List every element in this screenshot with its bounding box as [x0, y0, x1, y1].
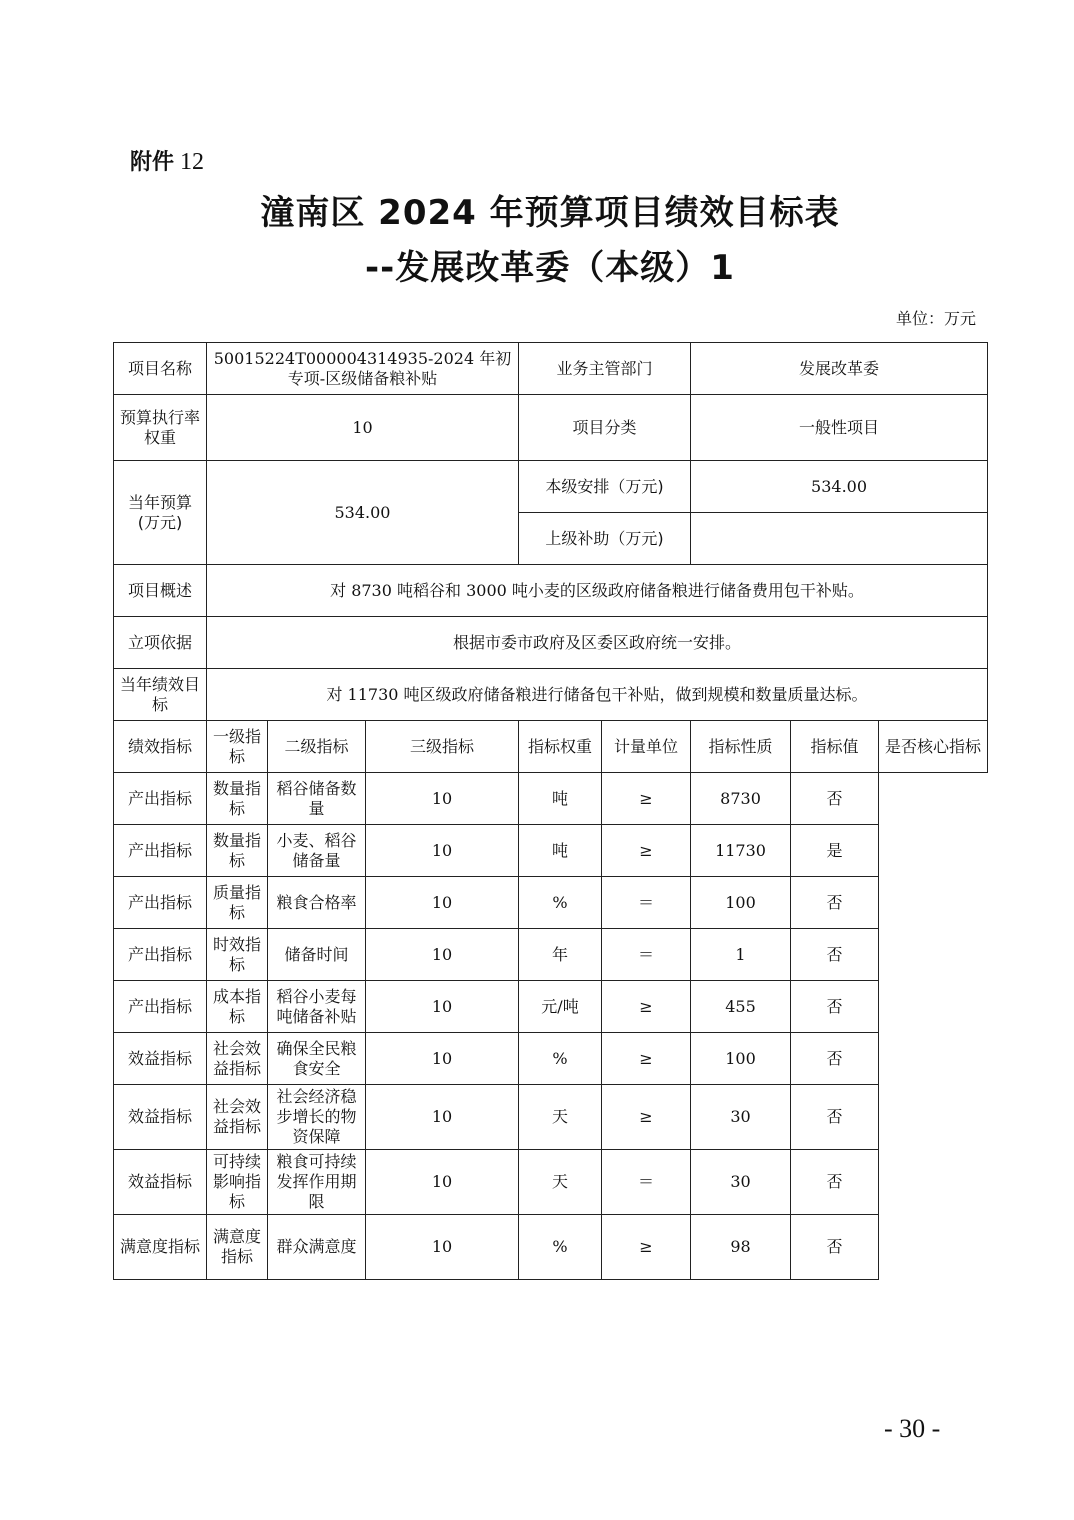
exec-weight-label: 预算执行率权重 — [114, 395, 207, 461]
row-budget — [114, 461, 988, 513]
local-value: 534.00 — [691, 461, 988, 513]
indicator-level3: 稻谷储备数量 — [268, 773, 366, 825]
header-core: 是否核心指标 — [879, 721, 988, 773]
indicator-core: 否 — [791, 1150, 879, 1215]
indicator-core: 否 — [791, 981, 879, 1033]
budget-label: 当年预算(万元) — [114, 461, 207, 565]
indicator-unit: % — [519, 877, 602, 929]
indicator-level1: 满意度指标 — [114, 1215, 207, 1280]
indicator-level1: 效益指标 — [114, 1150, 207, 1215]
indicator-level3: 稻谷小麦每吨储备补贴 — [268, 981, 366, 1033]
indicator-nature: ＝ — [602, 929, 691, 981]
header-nature: 指标性质 — [691, 721, 791, 773]
indicator-level1: 效益指标 — [114, 1085, 207, 1150]
indicator-weight: 10 — [366, 929, 519, 981]
row-goal — [114, 669, 988, 721]
indicator-level3: 小麦、稻谷储备量 — [268, 825, 366, 877]
row-exec-weight — [114, 395, 988, 461]
indicator-nature: ≥ — [602, 1033, 691, 1085]
goal-label: 当年绩效目标 — [114, 669, 207, 721]
indicator-weight: 10 — [366, 1150, 519, 1215]
indicator-level2: 满意度指标 — [207, 1215, 268, 1280]
unit-label: 单位：万元 — [895, 309, 976, 328]
indicator-level2: 成本指标 — [207, 981, 268, 1033]
indicator-unit: 吨 — [519, 773, 602, 825]
indicator-unit: 吨 — [519, 825, 602, 877]
indicator-weight: 10 — [366, 981, 519, 1033]
basis-value: 根据市委市政府及区委区政府统一安排。 — [207, 617, 988, 669]
local-label: 本级安排（万元) — [519, 461, 691, 513]
indicator-unit: 年 — [519, 929, 602, 981]
indicator-value: 30 — [691, 1150, 791, 1215]
indicator-header-row — [114, 721, 988, 773]
upper-label: 上级补助（万元) — [519, 513, 691, 565]
indicator-core: 否 — [791, 773, 879, 825]
indicator-level3: 储备时间 — [268, 929, 366, 981]
indicator-row — [114, 981, 988, 1033]
dept-value: 发展改革委 — [691, 343, 988, 395]
indicator-value: 100 — [691, 1033, 791, 1085]
indicator-value: 1 — [691, 929, 791, 981]
indicators-section-label: 绩效指标 — [114, 721, 207, 773]
indicator-level2: 质量指标 — [207, 877, 268, 929]
indicator-level3: 社会经济稳步增长的物资保障 — [268, 1085, 366, 1150]
header-level1: 一级指标 — [207, 721, 268, 773]
indicator-level2: 社会效益指标 — [207, 1033, 268, 1085]
indicator-level2: 可持续影响指标 — [207, 1150, 268, 1215]
overview-value: 对 8730 吨稻谷和 3000 吨小麦的区级政府储备粮进行储备费用包干补贴。 — [207, 565, 988, 617]
indicator-row — [114, 1085, 988, 1150]
indicator-unit: % — [519, 1033, 602, 1085]
header-level3: 三级指标 — [366, 721, 519, 773]
row-project-name — [114, 343, 988, 395]
indicator-value: 100 — [691, 877, 791, 929]
indicator-level2: 数量指标 — [207, 825, 268, 877]
indicator-level2: 时效指标 — [207, 929, 268, 981]
dept-label: 业务主管部门 — [519, 343, 691, 395]
indicator-level2: 数量指标 — [207, 773, 268, 825]
indicator-weight: 10 — [366, 1033, 519, 1085]
indicator-nature: ≥ — [602, 981, 691, 1033]
indicator-level1: 产出指标 — [114, 929, 207, 981]
document-title: 潼南区 2024 年预算项目绩效目标表 — [260, 193, 840, 233]
indicator-value: 11730 — [691, 825, 791, 877]
attachment-label — [130, 145, 204, 176]
indicator-row — [114, 1033, 988, 1085]
category-value: 一般性项目 — [691, 395, 988, 461]
indicator-core: 否 — [791, 1033, 879, 1085]
category-label: 项目分类 — [519, 395, 691, 461]
page-number: - 30 - — [884, 1414, 941, 1443]
indicator-unit: 天 — [519, 1150, 602, 1215]
indicator-weight: 10 — [366, 877, 519, 929]
indicator-core: 否 — [791, 1085, 879, 1150]
performance-table — [113, 342, 988, 1280]
attachment-number: 12 — [180, 149, 205, 175]
indicator-row — [114, 1150, 988, 1215]
indicator-unit: 天 — [519, 1085, 602, 1150]
indicator-value: 8730 — [691, 773, 791, 825]
project-name-value: 50015224T000004314935-2024 年初专项-区级储备粮补贴 — [207, 343, 519, 395]
indicator-level2: 社会效益指标 — [207, 1085, 268, 1150]
upper-value — [691, 513, 988, 565]
row-basis — [114, 617, 988, 669]
indicator-row — [114, 877, 988, 929]
attachment-text: 附件 — [130, 150, 175, 175]
overview-label: 项目概述 — [114, 565, 207, 617]
indicator-level3: 粮食可持续发挥作用期限 — [268, 1150, 366, 1215]
exec-weight-value: 10 — [207, 395, 519, 461]
row-overview — [114, 565, 988, 617]
indicator-level3: 粮食合格率 — [268, 877, 366, 929]
indicator-core: 否 — [791, 877, 879, 929]
project-name-label: 项目名称 — [114, 343, 207, 395]
indicator-row — [114, 773, 988, 825]
indicator-level3: 群众满意度 — [268, 1215, 366, 1280]
indicator-level1: 产出指标 — [114, 981, 207, 1033]
indicator-nature: ≥ — [602, 1085, 691, 1150]
indicator-nature: ≥ — [602, 1215, 691, 1280]
indicator-weight: 10 — [366, 1085, 519, 1150]
indicator-core: 否 — [791, 929, 879, 981]
header-level2: 二级指标 — [268, 721, 366, 773]
header-weight: 指标权重 — [519, 721, 602, 773]
indicator-level3: 确保全民粮食安全 — [268, 1033, 366, 1085]
indicator-nature: ＝ — [602, 1150, 691, 1215]
indicator-row — [114, 929, 988, 981]
indicator-nature: ≥ — [602, 773, 691, 825]
indicator-weight: 10 — [366, 773, 519, 825]
goal-value: 对 11730 吨区级政府储备粮进行储备包干补贴，做到规模和数量质量达标。 — [207, 669, 988, 721]
indicator-nature: ≥ — [602, 825, 691, 877]
indicator-level1: 产出指标 — [114, 877, 207, 929]
indicator-level1: 效益指标 — [114, 1033, 207, 1085]
indicator-core: 否 — [791, 1215, 879, 1280]
indicator-row — [114, 1215, 988, 1280]
document-subtitle: --发展改革委（本级）1 — [365, 248, 735, 288]
header-unit: 计量单位 — [602, 721, 691, 773]
budget-value: 534.00 — [207, 461, 519, 565]
indicator-nature: ＝ — [602, 877, 691, 929]
indicator-level1: 产出指标 — [114, 773, 207, 825]
indicator-row — [114, 825, 988, 877]
indicator-core: 是 — [791, 825, 879, 877]
indicator-value: 98 — [691, 1215, 791, 1280]
indicator-value: 455 — [691, 981, 791, 1033]
indicator-unit: % — [519, 1215, 602, 1280]
indicator-weight: 10 — [366, 825, 519, 877]
indicator-unit: 元/吨 — [519, 981, 602, 1033]
indicator-value: 30 — [691, 1085, 791, 1150]
header-value: 指标值 — [791, 721, 879, 773]
indicator-level1: 产出指标 — [114, 825, 207, 877]
indicator-weight: 10 — [366, 1215, 519, 1280]
basis-label: 立项依据 — [114, 617, 207, 669]
